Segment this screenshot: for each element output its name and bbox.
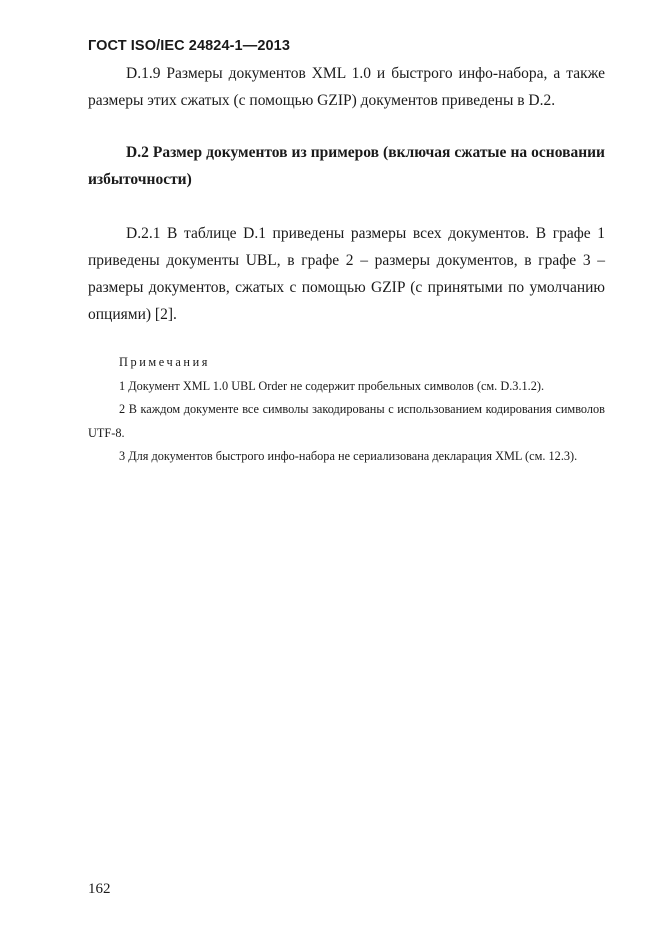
note-item-1: 1 Документ XML 1.0 UBL Order не содержит пробельных символов (см. D.3.1.2). bbox=[119, 378, 545, 393]
note-item-3: 3 Для документов быстрого инфо-набора не сериализована декларация XML (см. 12.3). bbox=[119, 449, 578, 463]
paragraph-d-1-9: D.1.9 Размеры документов XML 1.0 и быстрого инфо-набора, а также размеры этих сжатых (с помощью GZIP) документов приведены в D.2. bbox=[88, 65, 605, 109]
notes-block bbox=[88, 351, 605, 469]
notes-title: Примечания bbox=[119, 355, 211, 369]
document-header: ГОСТ ISO/IEC 24824-1—2013 bbox=[88, 38, 290, 54]
page-number: 162 bbox=[88, 881, 111, 897]
paragraph-d-2-1: D.2.1 В таблице D.1 приведены размеры всех документов. В графе 1 приведены документы UBL, в графе 2 – размеры документов, в графе 3 – размеры документов, сжатых с помощью GZIP (с принятыми по умолчанию опциями) [2]. bbox=[88, 225, 605, 323]
note-item-2: 2 В каждом документе все символы закодированы с использованием кодирования символов UTF-8. bbox=[88, 402, 605, 440]
section-heading-d-2: D.2 Размер документов из примеров (включая сжатые на основании избыточности) bbox=[88, 144, 605, 188]
